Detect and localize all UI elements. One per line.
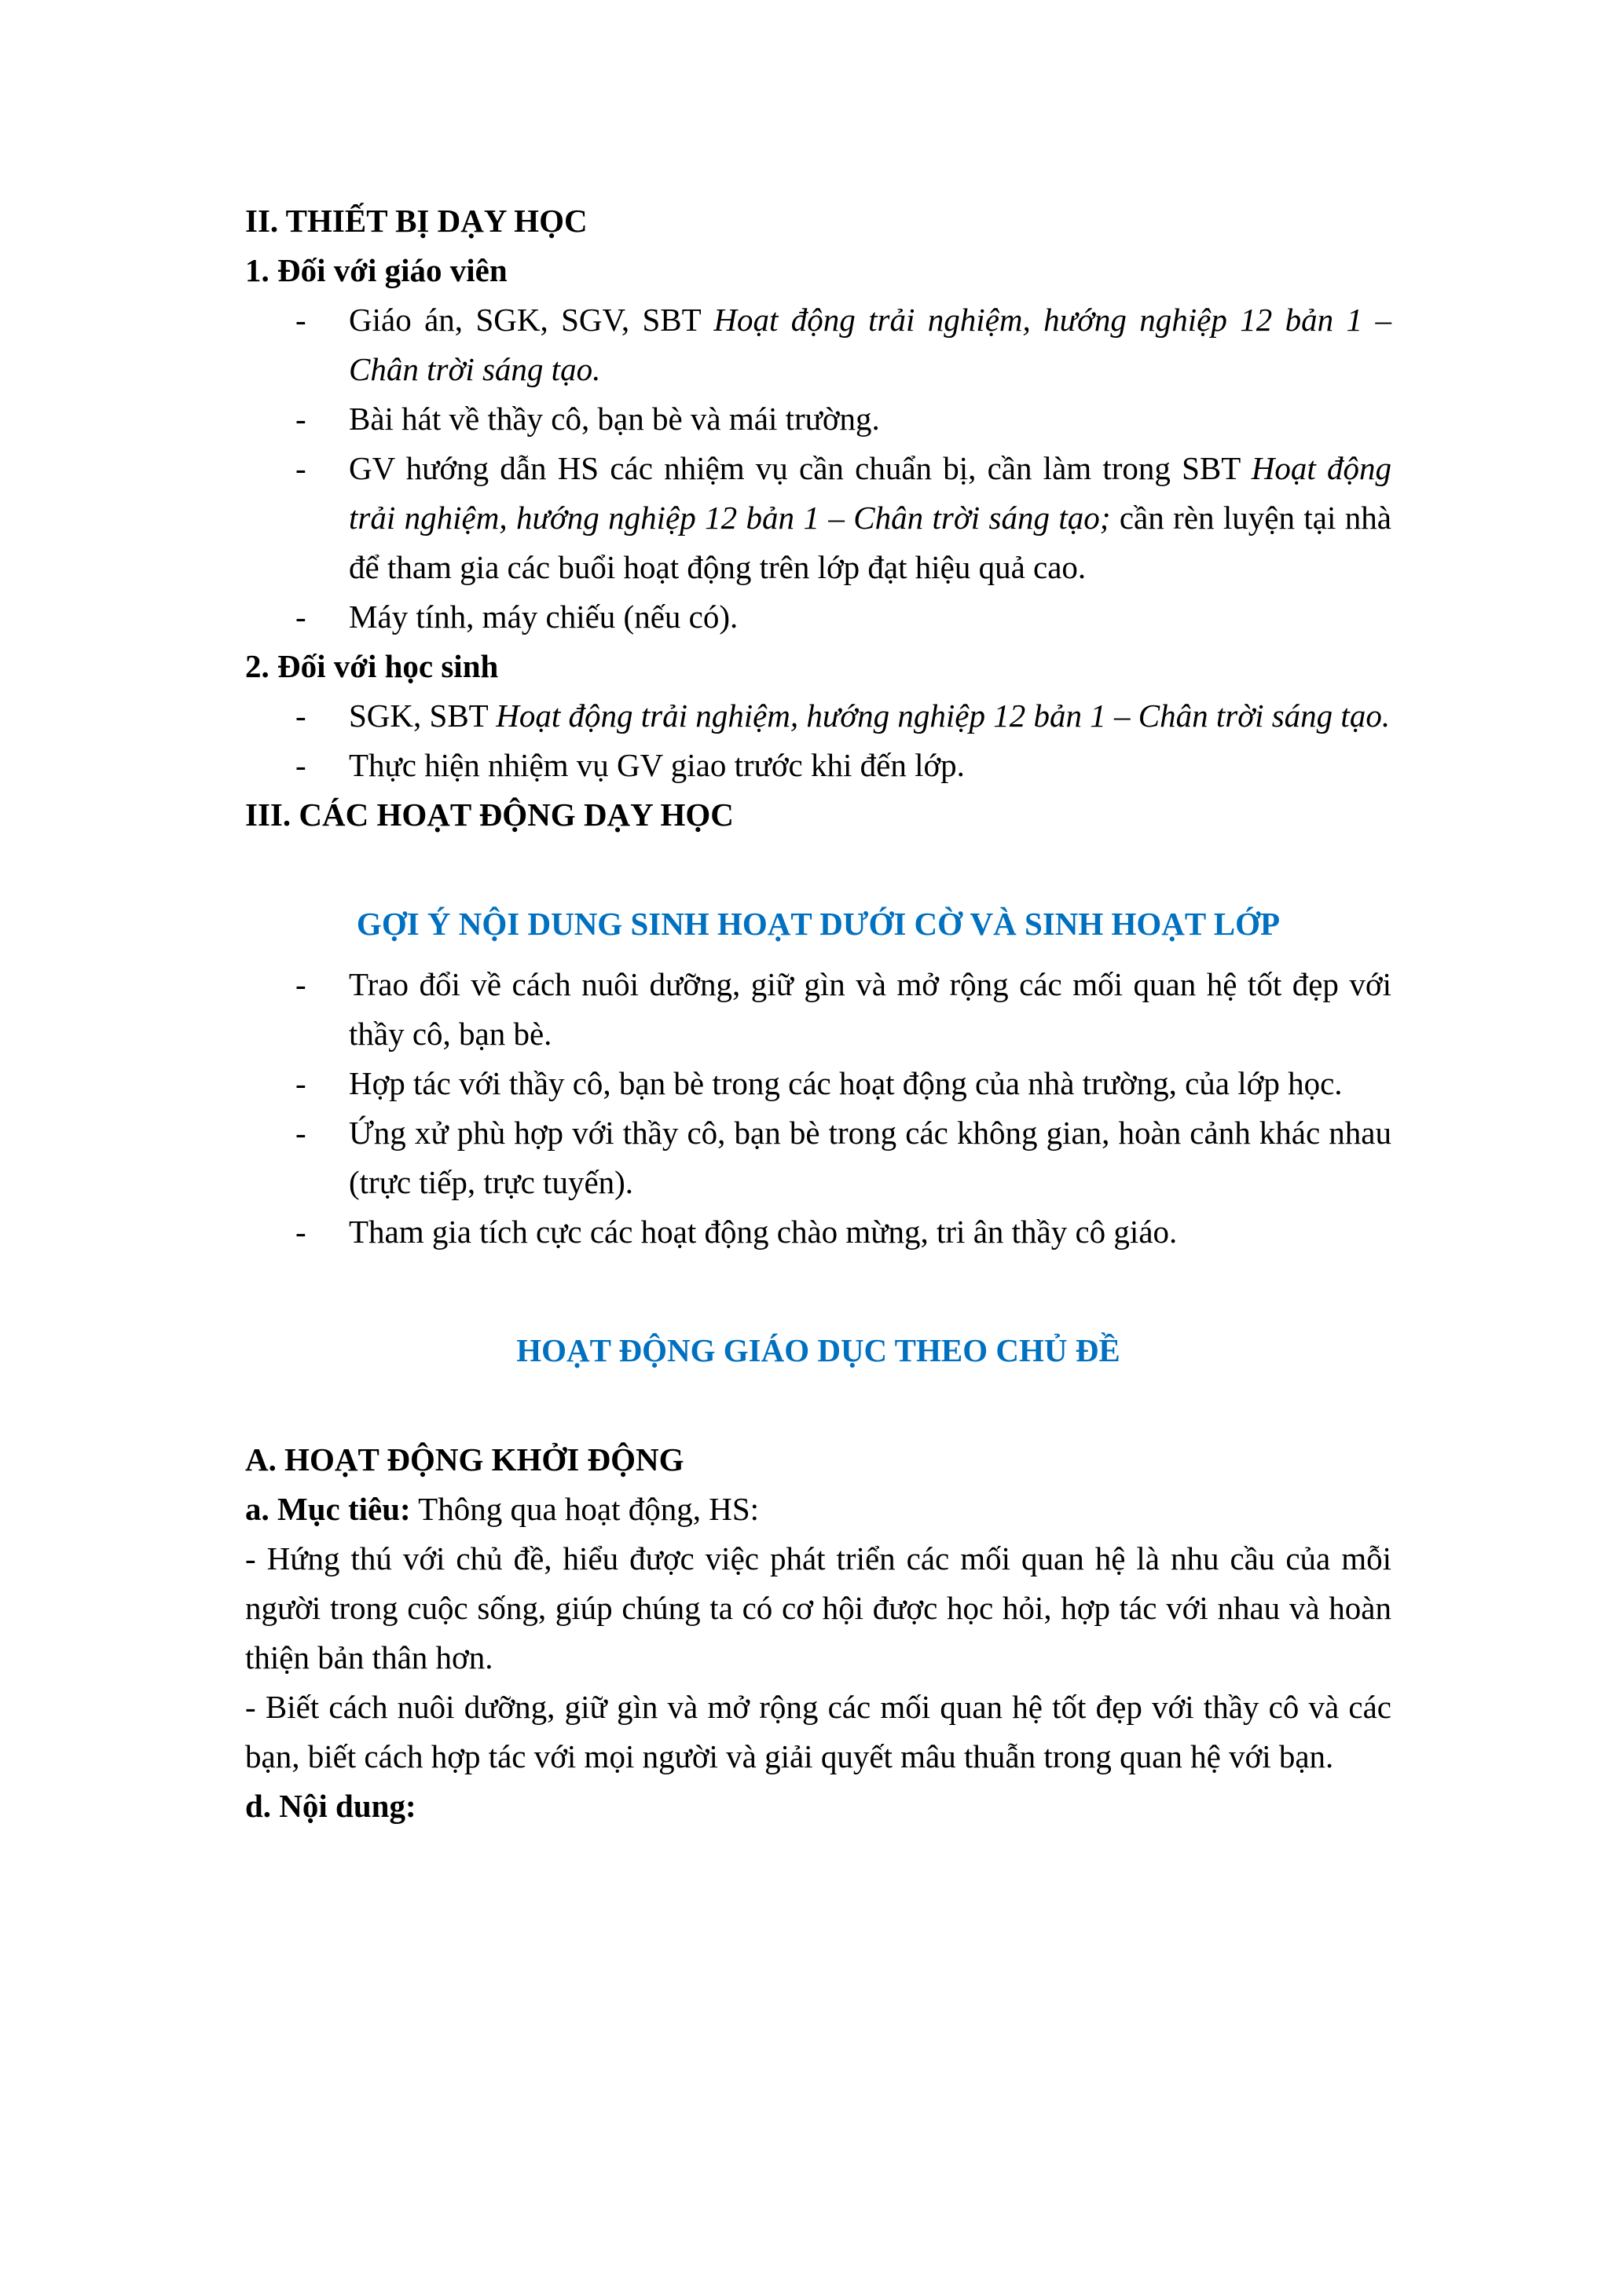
list-bullet: -: [295, 302, 306, 338]
list-item: [245, 592, 1391, 642]
list-item: [245, 741, 1391, 790]
list-bullet: -: [295, 1065, 306, 1101]
objective-label: a. Mục tiêu:: [245, 1491, 411, 1527]
list-bullet: -: [295, 599, 306, 635]
list-item: [245, 691, 1391, 741]
list-item-text: Bài hát về thầy cô, bạn bè và mái trường.: [349, 401, 880, 437]
list-item-text-italic: Hoạt động trải nghiệm, hướng nghiệp 12 bản 1 – Chân trời sáng tạo.: [496, 698, 1391, 734]
list-item: [245, 394, 1391, 444]
list-item: [245, 295, 1391, 394]
list-item: [245, 1207, 1391, 1257]
section-title-warmup: A. HOẠT ĐỘNG KHỞI ĐỘNG: [245, 1441, 684, 1478]
section-title-equipment: II. THIẾT BỊ DẠY HỌC: [245, 203, 588, 239]
list-bullet: -: [295, 401, 306, 437]
list-bullet: -: [295, 1214, 306, 1250]
list-bullet: -: [295, 698, 306, 734]
list-item-text: Trao đổi về cách nuôi dưỡng, giữ gìn và mở rộng các mối quan hệ tốt đẹp với thầy cô, bạn bè.: [349, 966, 1391, 1052]
list-item-text: Ứng xử phù hợp với thầy cô, bạn bè trong các không gian, hoàn cảnh khác nhau (trực tiếp, trực tuyến).: [349, 1115, 1391, 1200]
list-item-text-italic: Hoạt động trải nghiệm, hướng nghiệp 12 bản 1 – Chân trời sáng tạo.: [349, 302, 1391, 387]
list-item: [245, 1059, 1391, 1108]
subsection-title-student: 2. Đối với học sinh: [245, 648, 499, 684]
list-item-text: cần rèn luyện tại nhà để tham gia các buổi hoạt động trên lớp đạt hiệu quả cao.: [349, 500, 1391, 585]
list-item-text: Máy tính, máy chiếu (nếu có).: [349, 599, 739, 635]
list-bullet: -: [295, 450, 306, 486]
paragraph: - Biết cách nuôi dưỡng, giữ gìn và mở rộng các mối quan hệ tốt đẹp với thầy cô và các bạn, biết cách hợp tác với mọi người và giải quyết mâu thuẫn trong quan hệ với bạn.: [245, 1689, 1391, 1774]
list-item-text: Tham gia tích cực các hoạt động chào mừng, tri ân thầy cô giáo.: [349, 1214, 1178, 1250]
list-bullet: -: [295, 966, 306, 1002]
paragraph: - Hứng thú với chủ đề, hiểu được việc phát triển các mối quan hệ là nhu cầu của mỗi người trong cuộc sống, giúp chúng ta có cơ hội được học hỏi, hợp tác với nhau và hoàn thiện bản thân hơn.: [245, 1540, 1391, 1675]
subsection-title-teacher: 1. Đối với giáo viên: [245, 252, 508, 288]
list-bullet: -: [295, 1115, 306, 1151]
list-item-text-italic: Hoạt động trải nghiệm, hướng nghiệp 12 bản 1 – Chân trời sáng tạo;: [349, 450, 1392, 536]
list-item-text: Thực hiện nhiệm vụ GV giao trước khi đến lớp.: [349, 747, 965, 783]
section-title-activities: III. CÁC HOẠT ĐỘNG DẠY HỌC: [245, 796, 734, 833]
list-bullet: -: [295, 747, 306, 783]
paragraph-objective: [245, 1485, 1391, 1534]
list-item-text: Giáo án, SGK, SGV, SBT: [349, 302, 714, 338]
list-item-text: GV hướng dẫn HS các nhiệm vụ cần chuẩn bị, cần làm trong SBT: [349, 450, 1252, 486]
content-label: d. Nội dung:: [245, 1788, 416, 1824]
list-item: [245, 444, 1391, 592]
list-item-text: Hợp tác với thầy cô, bạn bè trong các hoạt động của nhà trường, của lớp học.: [349, 1065, 1343, 1101]
list-item: [245, 960, 1391, 1059]
list-item-text: SGK, SBT: [349, 698, 497, 734]
list-item: [245, 1108, 1391, 1207]
heading-flag-ceremony: GỢI Ý NỘI DUNG SINH HOẠT DƯỚI CỜ VÀ SINH HOẠT LỚP: [356, 906, 1281, 942]
heading-theme-activity: HOẠT ĐỘNG GIÁO DỤC THEO CHỦ ĐỀ: [516, 1332, 1120, 1368]
objective-text: Thông qua hoạt động, HS:: [410, 1491, 760, 1527]
